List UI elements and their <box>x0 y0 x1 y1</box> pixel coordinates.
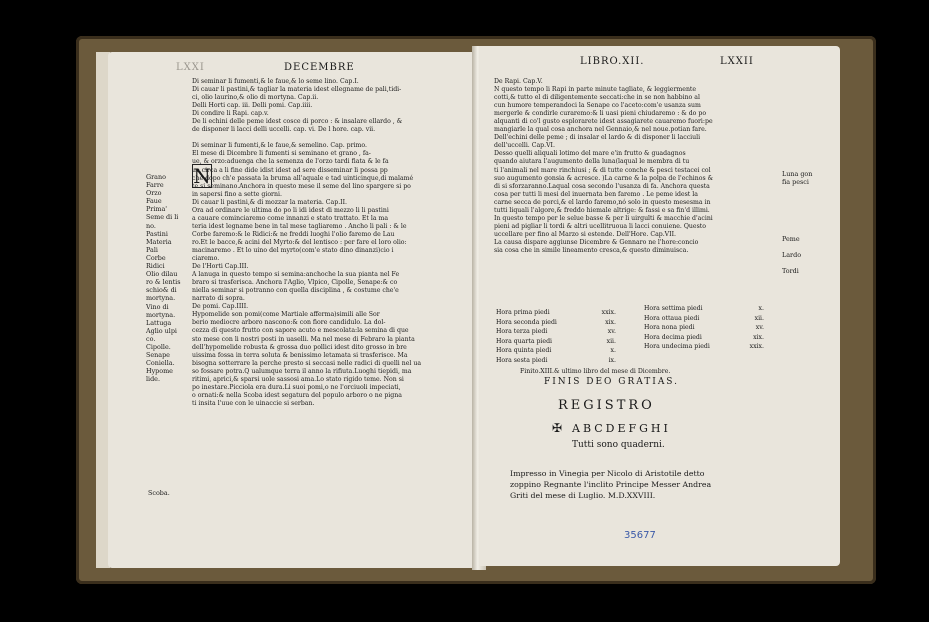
left-page-text <box>192 78 421 408</box>
finis-deo-gratias: FINIS DEO GRATIAS. <box>544 377 680 387</box>
margin-note: Orzo <box>146 189 162 198</box>
margin-note: Prima' <box>146 205 168 214</box>
text-line: De l'Horti Cap.III. <box>192 263 249 271</box>
text-line: Di seminar li fumenti,& le faue,& semelino. Cap. primo. <box>192 142 368 150</box>
text-line: cun humore temperandoci la Senape co l'aceto:com'e usanza sum <box>494 102 701 110</box>
margin-note: Pastini <box>146 229 168 238</box>
margin-note: Senape <box>146 351 170 360</box>
colophon-line: zoppino Regnante l'inclito Principe Messer Andrea <box>510 480 712 489</box>
text-line: bisogna sotterrare la perche presto si seccasi nelle radici di quelli nel ua <box>192 359 422 367</box>
text-line: De li echini delle peme idest cosce di porco : & insalare ellardo , & <box>192 118 403 126</box>
margin-note: co. <box>146 334 156 343</box>
margin-note: Farre <box>146 181 164 190</box>
margin-note <box>782 219 812 227</box>
text-line: te si seminano.Anchora in questo mese il seme del lino spargere si po <box>192 182 411 190</box>
hours-label: Hora ottaua piedi <box>644 314 700 322</box>
text-line: a cauare cominciaremo come innanzi e stato trattato. Et la ma <box>192 214 389 222</box>
text-line: carne secca de porci,& el lardo faremo,nó solo in questo mesesma in <box>494 198 711 206</box>
margin-note: Seme di li <box>146 213 179 222</box>
text-line: A lanuga in questo tempo si semina:anchoche la sua pianta nel Fe <box>192 271 400 279</box>
hours-value: xix. <box>753 333 764 341</box>
text-line: cezza di questo frutto con sapore acuto e mescolata:la semina di que <box>192 327 409 335</box>
text-line: ue, & orzo:aduenga che la semenza de l'orzo tardi fiata & le fa <box>192 158 389 166</box>
text-line: uccellare per fino al Marzo si estende. Dell'Hore. Cap.VII. <box>494 230 677 238</box>
margin-note: Cipolle. <box>146 342 171 351</box>
text-line: di si sforzaranno.Laqual cosa secondo l'usanza di fa. Anchora questa <box>494 182 710 190</box>
text-line: ti insita l'uue con le uinaccie si serban. <box>192 399 315 407</box>
margin-note: Faue <box>146 197 162 206</box>
text-line: che dopo ch'e passata la bruma all'aquale e tad uinticinque,di malamé <box>192 174 414 182</box>
hours-value: xv. <box>607 328 616 336</box>
text-line <box>192 134 421 142</box>
signature-letters: ABCDEFGHI <box>572 422 671 435</box>
margin-note <box>782 202 812 210</box>
hours-value: xii. <box>754 314 764 322</box>
margin-note: Corbe <box>146 253 166 262</box>
text-line: uissima fossa in terra soluta & benissimo letamata si trasferisce. Ma <box>192 351 408 359</box>
margin-note <box>782 243 812 251</box>
hours-value: x. <box>758 305 764 312</box>
text-line: pieni ad pigliar li tordi & altri ucellitruoua li lacci conuiene. Questo <box>494 222 706 230</box>
right-running-title: LIBRO.XII. <box>580 56 645 67</box>
margin-note: Lardo <box>782 250 802 259</box>
hours-label: Hora quinta piedi <box>496 347 552 355</box>
hours-label: Hora settima piedi <box>644 305 703 312</box>
text-line: berio mediocre arboro nascono:& con fiore candidulo. La dol- <box>192 319 386 327</box>
hours-row <box>496 308 616 318</box>
text-line: ritimi, aprici,& sparsi uole sassosi ama.Lo stato rigido teme. Non si <box>192 375 404 383</box>
registro-title: REGISTRO <box>558 398 655 413</box>
cross-ornament-icon: ✠ <box>552 421 563 435</box>
text-line: La causa dispare aggiunse Dicembre & Gennaro ne l'hore:concio <box>494 238 699 246</box>
hours-value: xxix. <box>601 309 616 316</box>
text-line: ciaremo. <box>192 255 220 263</box>
text-line: de disponer li lacci delli uccelli. cap. vi. De l hore. cap. vii. <box>192 126 376 134</box>
text-line: Di cauar li pastini,& tagliar la materia idest ellegname de pali,tidi- <box>192 86 402 94</box>
hours-row <box>496 346 616 356</box>
margin-note <box>782 186 812 194</box>
text-line: niella seminar si potranno con quella disciplina , & costume che'e <box>192 287 399 295</box>
margin-note: ro & lentis <box>146 278 181 287</box>
text-line: alquanti di co'l gusto esplorarete idest assagiarete cauaremo fuori:pe <box>494 118 713 126</box>
text-line: o ornati:& nella Scoba idest segatura del populo arboro o ne pigna <box>192 391 402 399</box>
left-margin-notes <box>146 173 181 383</box>
text-line: Dell'echini delle peme ; di insalar el lardo & di disponer li lacciuli <box>494 134 701 142</box>
colophon <box>510 468 711 501</box>
hours-label: Hora terza piedi <box>496 328 548 336</box>
hours-value: x. <box>610 347 616 355</box>
hours-row <box>644 304 764 314</box>
left-margin-bottom: Scoba. <box>148 489 170 497</box>
margin-note: schio& di <box>146 286 177 295</box>
text-line: Hypomelide son pomi(come Martiale afferma)simili alle Sor <box>192 311 380 319</box>
text-line: Di cauar li pastini,& di mozzar la materia. Cap.II. <box>192 198 348 206</box>
hours-label: Hora seconda piedi <box>496 318 557 326</box>
text-line: ti l'animali nel mare rinchiusi ; & di tutte conche & pesci testacei col <box>494 166 711 174</box>
hours-value: xxix. <box>749 343 764 351</box>
right-folio: LXXII <box>720 56 754 67</box>
text-line: narrato di sopra. <box>192 295 245 303</box>
right-margin-notes <box>782 170 812 275</box>
library-stamp: 35677 <box>624 530 656 541</box>
left-page <box>108 52 476 568</box>
margin-note: fia pesci <box>782 178 809 187</box>
text-line: mangiarle la qual cosa anchora nel Gennaio,& nel noue.potian fare. <box>494 126 707 134</box>
hours-value: xix. <box>605 318 616 326</box>
hours-table-right <box>644 304 764 352</box>
text-line: Delli Horti cap. iii. Delli pomi. Cap.iiii. <box>192 102 313 110</box>
drop-cap-n: N <box>193 164 211 188</box>
hours-value: xii. <box>606 337 616 345</box>
margin-note: Ridici <box>146 262 165 271</box>
hours-label: Hora nona piedi <box>644 324 695 332</box>
hours-value: ix. <box>608 356 616 364</box>
text-line: macinaremo . Et lo uino del myrto(com'e stato dino dinanzi)cio i <box>192 246 394 254</box>
hours-label: Hora decima piedi <box>644 333 702 341</box>
text-line: cosa per tutti li mesi del inuernata ben faremo . Le peme idest la <box>494 190 698 198</box>
text-line: Ora ad ordinare le ultima do po li idi idest di mezzo li li pastini <box>192 206 389 214</box>
text-line: sia cosa che in simile lineamento cresca,& questo diminuisca. <box>494 246 689 254</box>
margin-note: no. <box>146 221 156 230</box>
text-line: ci, olio laurino,& olio di mortyna. Cap.ii. <box>192 94 319 102</box>
text-line: cotti,& tutto el di diligentemente seccati:che in se non habbino al <box>494 94 700 102</box>
margin-note <box>782 210 812 218</box>
quaderni-note: Tutti sono quaderni. <box>572 440 665 450</box>
margin-note: Olio dilau <box>146 270 178 279</box>
text-line: De Rapi. Cap.V. <box>494 78 543 85</box>
margin-note <box>782 194 812 202</box>
margin-note: Lattuga <box>146 318 172 327</box>
hours-row <box>644 314 764 324</box>
text-line: tutti liquali l'algore,& freddo hiemale altrige: & fassi e sa fin'd illimi. <box>494 206 710 214</box>
hours-row <box>496 327 616 337</box>
margin-note: Materia <box>146 237 172 246</box>
margin-note: Pali <box>146 245 158 254</box>
text-line: Corbe faremo:& le Ridici:& ne freddi luoghi l'olio faremo de Lau <box>192 230 395 238</box>
closing-line: Finito.XIII.& ultimo libro del mese di Dicembre. <box>520 368 671 375</box>
margin-note: mortyna. <box>146 294 176 303</box>
margin-note: Luna gon <box>782 170 813 178</box>
hours-row <box>496 356 616 366</box>
text-line: ue,circa a li fine dide idist idest ad sere disseminar li possa pp <box>192 166 388 174</box>
hours-table-left <box>496 308 616 366</box>
margin-note: Peme <box>782 234 800 243</box>
colophon-line: Impresso in Vinegia per Nicolo di Aristotile detto <box>510 469 705 478</box>
text-line: Di seminar li fumenti,& le faue,& lo seme lino. Cap.I. <box>192 78 359 85</box>
hours-label: Hora undecima piedi <box>644 343 710 351</box>
margin-note: Grano <box>146 173 166 181</box>
margin-note: Hypome <box>146 367 173 376</box>
margin-note: lide. <box>146 375 160 384</box>
hours-row <box>644 323 764 333</box>
text-line: ro.Et le bacce,& acini del Myrto:& del lentisco : per fare el loro olio: <box>192 238 407 246</box>
text-line: dell'uccelli. Cap.VI. <box>494 142 555 150</box>
text-line: po inestare.Picciola era dura.Li suoi pomi,o ne l'orciuoli impeciati, <box>192 383 401 391</box>
hours-label: Hora quarta piedi <box>496 337 553 345</box>
hours-label: Hora sesta piedi <box>496 356 548 364</box>
text-line: quando aiutara l'augumento della luna(laqual le membra di tu <box>494 158 690 166</box>
hours-row <box>644 342 764 352</box>
text-line: De pomi. Cap.IIII. <box>192 303 249 311</box>
text-line: in sapersi fino a sette giorni. <box>192 190 282 198</box>
text-line: El mese di Dicembre li fumenti si seminano et grano , fa- <box>192 150 371 158</box>
margin-note: Coniella. <box>146 359 175 368</box>
margin-note <box>782 259 812 267</box>
hours-row <box>496 337 616 347</box>
hours-row <box>644 333 764 343</box>
right-page <box>480 46 840 566</box>
margin-note <box>782 227 812 235</box>
text-line: In questo tempo per le selue basse & per li uirgulti & macchie d'acini <box>494 214 713 222</box>
text-line: Desso quelli aliquali lotimo del mare e'in frutto & guadagnos <box>494 150 686 158</box>
margin-note: mortyna. <box>146 310 176 319</box>
hours-label: Hora prima piedi <box>496 309 550 316</box>
right-page-text <box>494 78 713 255</box>
left-folio: LXXI <box>176 62 205 73</box>
text-line: sto mese con li nostri posti in uaselli. Ma nel mese di Febraro la pianta <box>192 335 415 343</box>
text-line: mergerle & condirle curaremo:& li uasi pieni chiudaremo : & do po <box>494 110 707 118</box>
margin-note: Tordi <box>782 267 799 276</box>
hours-value: xv. <box>755 324 764 332</box>
margin-note: Vino di <box>146 302 169 311</box>
text-line: Di condire li Rapi. cap.v. <box>192 110 269 118</box>
text-line: teria idest legname bene in tal mese tagliaremo . Ancho li pali : & le <box>192 222 407 230</box>
text-line: suo augumento gonsia & acresce. )La carne & la polpa de l'echinos & <box>494 174 714 182</box>
hours-row <box>496 318 616 328</box>
colophon-line: Griti del mese di Luglio. M.D.XXVIII. <box>510 491 656 500</box>
text-line: dell'hypomelide robusta & grossa duo pollici idest dito grosso in bre <box>192 343 407 351</box>
left-running-title: DECEMBRE <box>284 62 355 73</box>
text-line: braro si trasferisca. Anchora l'Aglio, Vlpico, Cipolle, Senape:& co <box>192 279 398 287</box>
text-line: so fossare potra.Q ualumque terra il anno la rifiuta.Luoghi tiepidi, ma <box>192 367 412 375</box>
text-line: N questo tempo li Rapi in parte minute tagliate, & leggiermente <box>494 86 697 94</box>
margin-note: Aglio ulpi <box>146 326 177 335</box>
